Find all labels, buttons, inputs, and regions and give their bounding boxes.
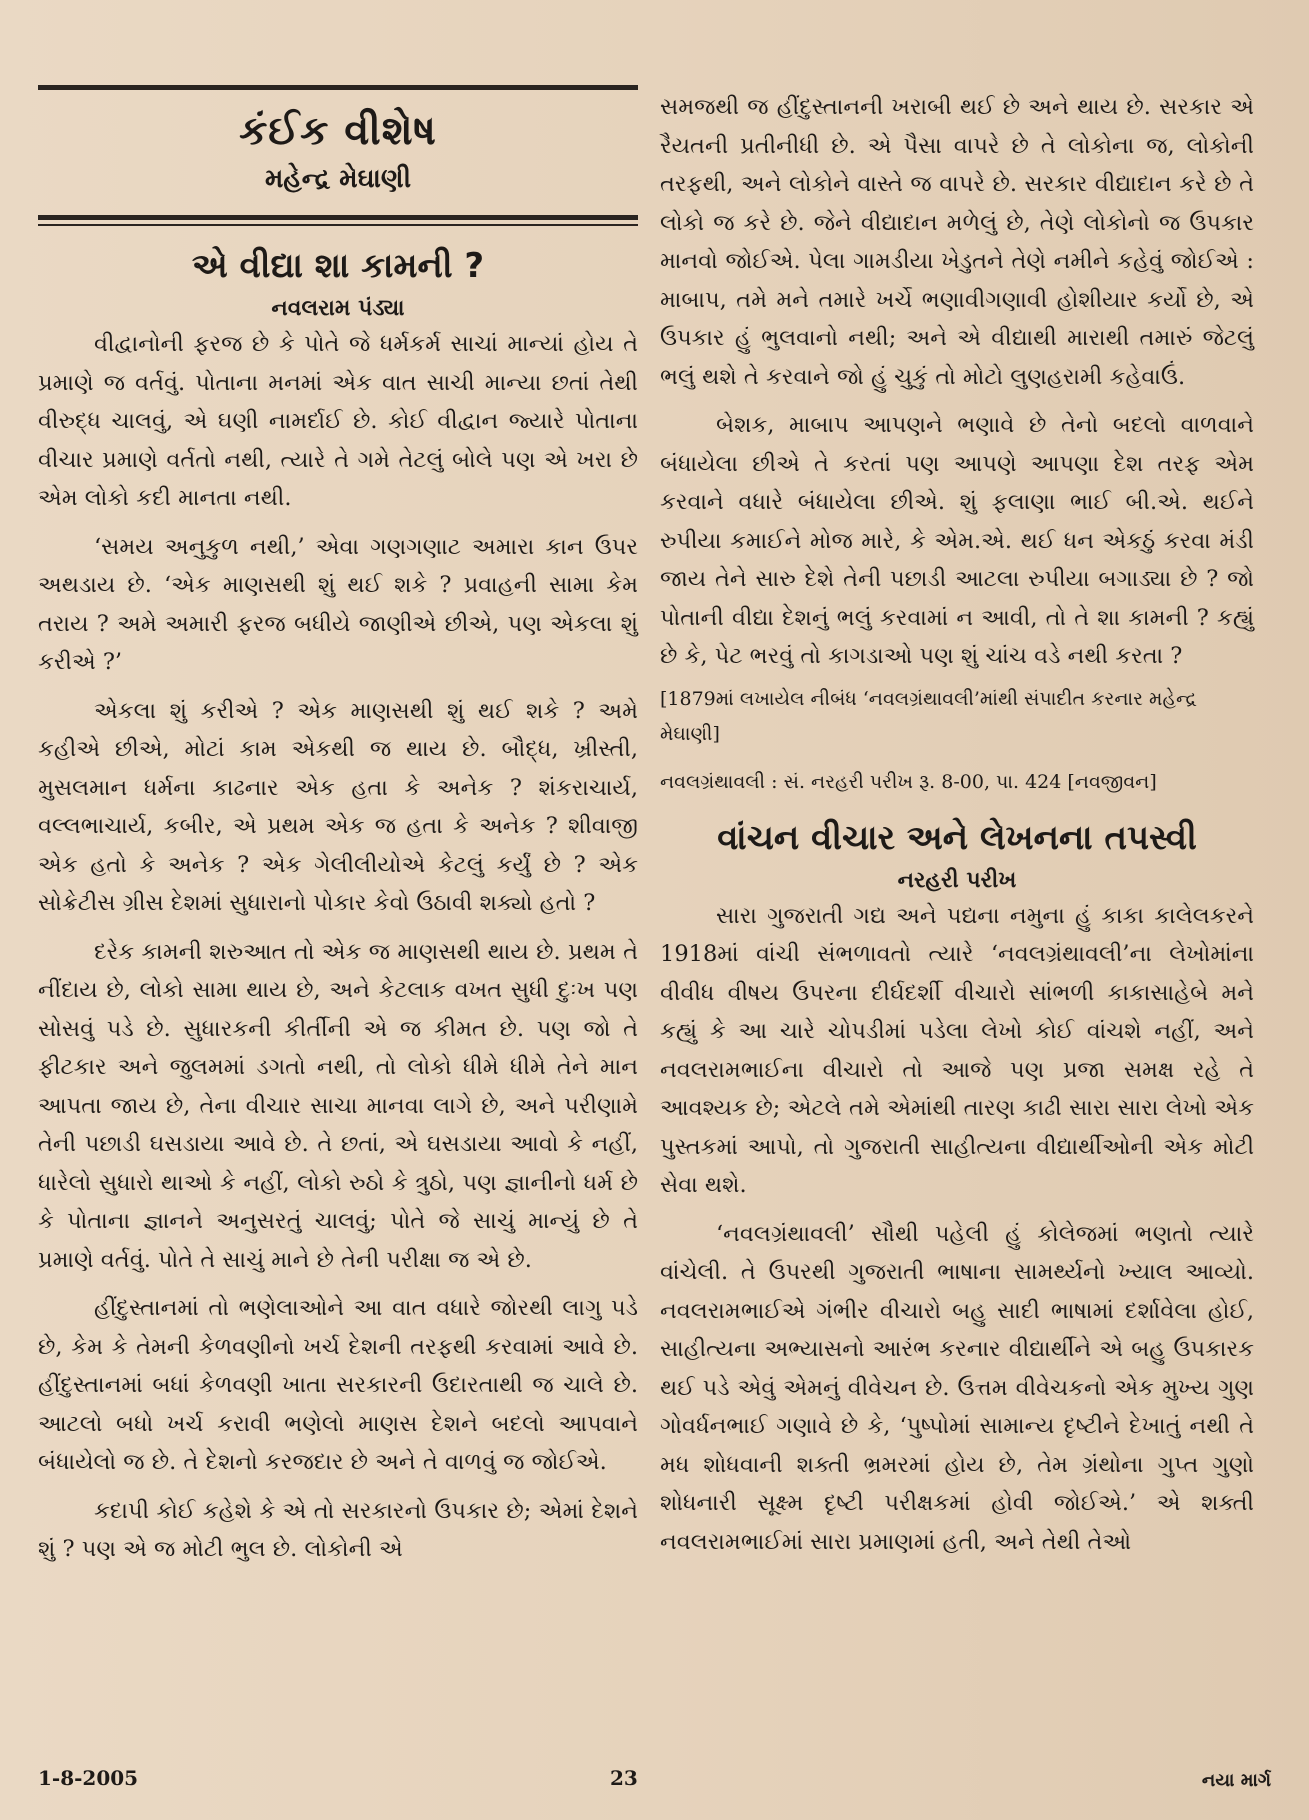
article2-title: વાંચન વીચાર અને લેખનના તપસ્વી bbox=[717, 817, 1197, 858]
article1-paragraph: કદાપી કોઈ કહેશે કે એ તો સરકારનો ઉપકાર છે; એમાં દેશને શું ? પણ એ જ મોટી ભુલ છે. લોકોની એ bbox=[38, 1497, 638, 1562]
article1-paragraph: વીદ્વાનોની ફરજ છે કે પોતે જે ધર્મકર્મ સાચાં માન્યાં હોય તે પ્રમાણે જ વર્તવું. પોતાના મનમાં એક વાત સાચી માન્યા છતાં તેથી વીરુદ્ધ ચાલવું, એ ઘણી નામર્દાઈ છે. કોઈ વીદ્વાન જ્યારે પોતાના વીચાર પ્રમાણે વર્તતો નથી, ત્યારે તે ગમે તેટલું બોલે પણ એ ખરા છે એમ લોકો કદી માનતા નથી. bbox=[38, 331, 638, 511]
article2-author: નરહરી પરીખ bbox=[897, 867, 1017, 893]
article1-paragraph: એકલા શું કરીએ ? એક માણસથી શું થઈ શકે ? અમે કહીએ છીએ, મોટાં કામ એકથી જ થાય છે. બૌદ્ધ, ખ્રીસ્તી, મુસલમાન ધર્મના કાઢનાર એક હતા કે અનેક ? શંકરાચાર્ય, વલ્લભાચાર્ય, કબીર, એ પ્રથમ એક જ હતા કે અનેક ? શીવાજી એક હતો કે અનેક ? એક ગેલીલીયોએ કેટલું કર્યું છે ? એક સોક્રેટીસ ગ્રીસ દેશમાં સુધારાનો પોકાર કેવો ઉઠાવી શક્યો હતો ? bbox=[38, 697, 638, 916]
top-rule bbox=[38, 85, 638, 90]
page-number: 23 bbox=[610, 1766, 638, 1790]
article2-paragraph: સારા ગુજરાતી ગદ્ય અને પદ્યના નમુના હું કાકા કાલેલકરને 1918માં વાંચી સંભળાવતો ત્યારે ‘નવલગ્રંથાવલી’ના લેખોમાંના વીવીધ વીષય ઉપરના દીર્ઘદર્શી વીચારો સાંભળી કાકાસાહેબે મને કહ્યું કે આ ચારે ચોપડીમાં પડેલા લેખો કોઈ વાંચશે નહીં, અને નવલરામભાઈના વીચારો તો આજે પણ પ્રજા સમક્ષ રહે તે આવશ્યક છે; એટલે તમે એમાંથી તારણ કાઢી સારા સારા લેખો એક પુસ્તકમાં આપો, તો ગુજરાતી સાહીત્યના વીદ્યાર્થીઓની એક મોટી સેવા થશે. bbox=[660, 902, 1254, 1198]
section-title: કંઈક વીશેષ bbox=[239, 108, 437, 154]
article1-continued-paragraph: સમજથી જ હીંદુસ્તાનની ખરાબી થઈ છે અને થાય છે. સરકાર એ રૈયતની પ્રતીનીધી છે. એ પૈસા વાપરે છે તે લોકોના જ, લોકોની તરફથી, અને લોકોને વાસ્તે જ વાપરે છે. સરકાર વીદ્યાદાન કરે છે તે લોકો જ કરે છે. જેને વીદ્યાદાન મળેલું છે, તેણે લોકોનો જ ઉપકાર માનવો જોઈએ. પેલા ગામડીયા ખેડુતને તેણે નમીને કહેવું જોઈએ : માબાપ, તમે મને તમારે ખર્ચે ભણાવીગણાવી હોશીયાર કર્યો છે, એ ઉપકાર હું ભુલવાનો નથી; અને એ વીદ્યાથી મારાથી તમારું જેટલું ભલું થશે તે કરવાને જો હું ચુકું તો મોટો લુણહરામી કહેવાઉં. bbox=[660, 94, 1254, 390]
left-column bbox=[38, 85, 638, 1569]
book-reference: નવલગ્રંથાવલી : સં. નરહરી પરીખ રૂ. 8-00, પા. 424 [નવજીવન] bbox=[660, 770, 1157, 793]
article1-author: નવલરામ પંડ્યા bbox=[271, 296, 405, 321]
right-column bbox=[660, 88, 1254, 1561]
article1-paragraph: હીંદુસ્તાનમાં તો ભણેલાઓને આ વાત વધારે જોરથી લાગુ પડે છે, કેમ કે તેમની કેળવણીનો ખર્ચ દેશની તરફથી કરવામાં આવે છે. હીંદુસ્તાનમાં બધાં કેળવણી ખાતા સરકારની ઉદારતાથી જ ચાલે છે. આટલો બધો ખર્ચ કરાવી ભણેલો માણસ દેશને બદલો આપવાને બંધાયેલો જ છે. તે દેશનો કરજદાર છે અને તે વાળવું જ જોઈએ. bbox=[38, 1295, 638, 1475]
section-author: મહેન્દ્ર મેઘાણી bbox=[264, 164, 412, 194]
article1-continued-paragraph: બેશક, માબાપ આપણને ભણાવે છે તેનો બદલો વાળવાને બંધાયેલા છીએ તે કરતાં પણ આપણે આપણા દેશ તરફ એમ કરવાને વધારે બંધાયેલા છીએ. શું ફલાણા ભાઈ બી.એ. થઈને રુપીયા કમાઈને મોજ મારે, કે એમ.એ. થઈ ધન એકઠું કરવા મંડી જાય તેને સારુ દેશે તેની પછાડી આટલા રુપીયા બગાડ્યા છે ? જો પોતાની વીદ્યા દેશનું ભલું કરવામાં ન આવી, તો તે શા કામની ? કહ્યું છે કે, પેટ ભરવું તો કાગડાઓ પણ શું ચાંચ વડે નથી કરતા ? bbox=[660, 412, 1254, 669]
footer-date: 1-8-2005 bbox=[38, 1766, 139, 1790]
magazine-name: નયા માર્ગ bbox=[1201, 1770, 1271, 1791]
article1-paragraph: દરેક કામની શરુઆત તો એક જ માણસથી થાય છે. પ્રથમ તે નીંદાય છે, લોકો સામા થાય છે, અને કેટલાક વખત સુધી દુઃખ પણ સોસવું પડે છે. સુધારકની કીર્તીની એ જ કીમત છે. પણ જો તે ફીટકાર અને જુલમમાં ડગતો નથી, તો લોકો ધીમે ધીમે તેને માન આપતા જાય છે, તેના વીચાર સાચા માનવા લાગે છે, અને પરીણામે તેની પછાડી ઘસડાયા આવે છે. તે છતાં, એ ઘસડાયા આવો કે નહીં, ધારેલો સુધારો થાઓ કે નહીં, લોકો રુઠો કે ત્રુઠો, પણ જ્ઞાનીનો ધર્મ છે કે પોતાના જ્ઞાનને અનુસરતું ચાલવું; પોતે જે સાચું માન્યું છે તે પ્રમાણે વર્તવું. પોતે તે સાચું માને છે તેની પરીક્ષા જ એ છે. bbox=[38, 938, 638, 1273]
editor-note: [1879માં લખાયેલ નીબંધ ‘નવલગ્રંથાવલી’માંથી સંપાદીત કરનાર મહેન્દ્ર મેઘાણી] bbox=[660, 687, 1197, 745]
section-rule bbox=[38, 215, 638, 220]
article1-paragraph: ‘સમય અનુકુળ નથી,’ એવા ગણગણાટ અમારા કાન ઉપર અથડાય છે. ‘એક માણસથી શું થઈ શકે ? પ્રવાહની સામા કેમ તરાય ? અમે અમારી ફરજ બધીયે જાણીએ છીએ, પણ એકલા શું કરીએ ?’ bbox=[38, 533, 638, 675]
article2-paragraph: ‘નવલગ્રંથાવલી’ સૌથી પહેલી હું કોલેજમાં ભણતો ત્યારે વાંચેલી. તે ઉપરથી ગુજરાતી ભાષાના સામર્થ્યનો ખ્યાલ આવ્યો. નવલરામભાઈએ ગંભીર વીચારો બહુ સાદી ભાષામાં દર્શાવેલા હોઈ, સાહીત્યના અભ્યાસનો આરંભ કરનાર વીદ્યાર્થીને એ બહુ ઉપકારક થઈ પડે એવું એમનું વીવેચન છે. ઉત્તમ વીવેચકનો એક મુખ્ય ગુણ ગોવર્ધનભાઈ ગણાવે છે કે, ‘પુષ્પોમાં સામાન્ય દૃષ્ટીને દેખાતું નથી તે મધ શોધવાની શક્તી ભ્રમરમાં હોય છે, તેમ ગ્રંથોના ગુપ્ત ગુણો શોધનારી સૂક્ષ્મ દૃષ્ટી પરીક્ષકમાં હોવી જોઈએ.’ એ શક્તી નવલરામભાઈમાં સારા પ્રમાણમાં હતી, અને તેથી તેઓ bbox=[660, 1220, 1254, 1555]
section-rule-thin bbox=[38, 224, 638, 226]
article1-title: એ વીદ્યા શા કામની ? bbox=[191, 246, 485, 286]
